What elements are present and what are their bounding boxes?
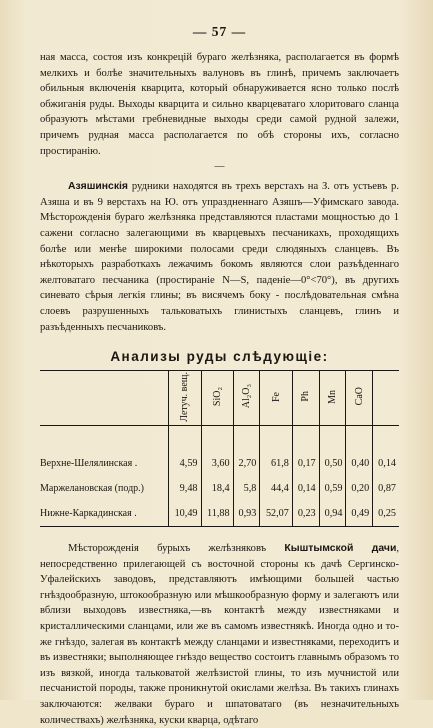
cell: 0,25 <box>373 501 399 527</box>
col-header: CaO <box>346 371 373 426</box>
col-header: Ph <box>292 371 319 426</box>
table-name-header <box>40 371 169 426</box>
row-name: Верхне-Шелялинская . <box>40 458 138 470</box>
cell: 0,14 <box>292 476 319 501</box>
cell: 44,4 <box>260 476 293 501</box>
paragraph-3-lead: Мѣсторожденія бурыхъ желѣзняковъ <box>68 543 285 555</box>
cell: 0,14 <box>373 451 399 476</box>
cell: 3,60 <box>201 451 233 476</box>
ore-analysis-table <box>40 370 399 527</box>
cell: 0,93 <box>233 501 260 527</box>
kyshtym-dacha-heading: Кыштымской дачи <box>284 543 397 555</box>
cell: 61,8 <box>260 451 293 476</box>
col-header: Fe <box>260 371 293 426</box>
table-row <box>40 476 399 501</box>
cell: 0,23 <box>292 501 319 527</box>
cell: 4,59 <box>169 451 202 476</box>
cell: 52,07 <box>260 501 293 527</box>
col-header: Mn <box>319 371 346 426</box>
table-row <box>40 451 399 476</box>
cell: 2,70 <box>233 451 260 476</box>
paragraph-2-text: рудники находятся въ трехъ верстахъ на З. отъ устьевъ р. Азяша и въ 9 верстахъ на Ю. отъ упраздненнаго Азяшъ—Уфимскаго завода. Мѣсторожденія бураго желѣзняка представляются пластами мощностью до 1 сажени согласно залегающими въ кварцевыхъ песчаникахъ, проходящихъ болѣе или менѣе широкими полосами среди слюдяныхъ сланцевъ. Въ нѣкоторыхъ разработкахъ лежачимъ бокомъ являются слои разъѣденнаго желтоватаго песчаника (простираніе N—S, паденіе—0°<70°), въ другихъ синевато сѣрыя легкія глины; въ висячемъ боку - послѣдовательная смѣна слоевъ разрушенныхъ тальковатыхъ глинистыхъ сланцевъ, глинъ и разъѣденныхъ песчаниковъ. <box>40 181 399 333</box>
cell: 11,88 <box>201 501 233 527</box>
cell: 9,48 <box>169 476 202 501</box>
cell: 0,49 <box>346 501 373 527</box>
cell: 0,87 <box>373 476 399 501</box>
cell: 0,94 <box>319 501 346 527</box>
cell: 0,17 <box>292 451 319 476</box>
col-header <box>373 371 399 426</box>
col-header: Al₂O₃ <box>233 371 260 426</box>
cell: 0,59 <box>319 476 346 501</box>
cell: 10,49 <box>169 501 202 527</box>
col-header: Летуч. вещ. <box>169 371 202 426</box>
page-number: — 57 — <box>192 24 247 39</box>
cell: 0,40 <box>346 451 373 476</box>
cell: 18,4 <box>201 476 233 501</box>
row-name: Нижне-Каркадинская . <box>40 508 137 520</box>
paragraph-2 <box>40 179 399 335</box>
cell: 5,8 <box>233 476 260 501</box>
table-row <box>40 501 399 527</box>
paragraph-1: ная масса, состоя изъ конкрецій бураго желѣзняка, располагается въ формѣ мелкихъ и болѣе значительныхъ валуновъ въ глинѣ, причемъ заключаетъ обильныя включенія кварцита, который обнаруживается ясно только послѣ обжиганія руды. Выходы кварцита и сильно кварцеватаго хлоритоваго сланца образуютъ мѣстами гребневидные выходы среди самой рудной залежи, причемъ рудная масса располагается по обѣ стороны ихъ, согласно простиранію. <box>40 52 399 157</box>
azyash-mines-heading: Азяшинскія <box>68 181 128 193</box>
col-header: SiO₂ <box>201 371 233 426</box>
cell: 0,20 <box>346 476 373 501</box>
section-divider: — <box>214 161 225 173</box>
row-name: Маржелановская (подр.) <box>40 483 144 495</box>
cell: 0,50 <box>319 451 346 476</box>
paragraph-3-text: , непосредственно прилегающей съ восточной стороны къ дачѣ Сергинско-Уфалейскихъ заводовъ, представляютъ имѣющими большей частью гнѣздообразную, штокообразную или мѣшкообразную форму и залегаютъ или вблизи выходовъ известняка,—въ контактѣ между известняками и кристаллическими сланцами, или же въ самомъ известнякѣ. Иногда одно и то-же гнѣздо, залегая въ контактѣ между сланцами и известняками, переходитъ и въ известняки; выполняющее гнѣздо вещество состоитъ главнымъ образомъ то изъ вязкой, иногда тальковатой желѣзистой глины, то изъ мучнистой или песчанистой породы, также проникнутой окислами желѣза. Въ такихъ глинахъ заключаются: желваки бураго и шпатоватаго (въ незначительныхъ количествахъ) желѣзняка, куски кварца, одѣтаго <box>40 543 400 726</box>
analysis-title: Анализы руды слѣдующіе: <box>110 349 329 365</box>
